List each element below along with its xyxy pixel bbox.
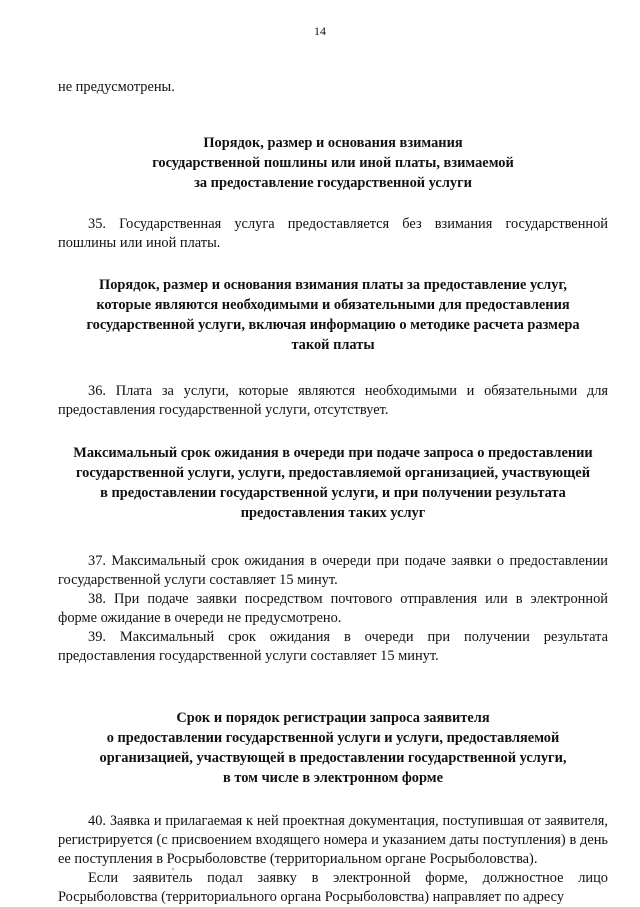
heading-line: Порядок, размер и основания взимания	[203, 135, 463, 151]
heading-line: государственной услуги, услуги, предоставляемой организацией, участвующей	[75, 465, 590, 481]
paragraph-36: 36. Плата за услуги, которые являются необходимыми и обязательными для предоставления государственной услуги, отсутствует.	[58, 383, 608, 418]
section-heading-registration	[58, 708, 608, 788]
paragraph-40-continued: Если заявитель подал заявку в электронной форме, должностное лицо Росрыболовства (территориального органа Росрыболовства) направляет по адресу	[58, 870, 608, 905]
page-number: 14	[314, 24, 326, 38]
section-heading-waiting-time	[58, 443, 608, 523]
scan-speck	[172, 868, 174, 870]
paragraph-38: 38. При подаче заявки посредством почтового отправления или в электронной форме ожидание в очереди не предусмотрено.	[58, 591, 608, 626]
heading-line: в том числе в электронном форме	[223, 770, 443, 786]
heading-line: государственной услуги, включая информацию о методике расчета размера	[86, 317, 580, 333]
paragraph-39: 39. Максимальный срок ожидания в очереди при получении результата предоставления государственной услуги составляет 15 минут.	[58, 629, 608, 664]
paragraph-35: 35. Государственная услуга предоставляется без взимания государственной пошлины или иной платы.	[58, 216, 608, 251]
heading-line: организацией, участвующей в предоставлении государственной услуги,	[99, 750, 567, 766]
heading-line: предоставления таких услуг	[240, 505, 426, 521]
heading-line: Максимальный срок ожидания в очереди при подаче запроса о предоставлении	[73, 445, 593, 461]
paragraph-40: 40. Заявка и прилагаемая к ней проектная документация, поступившая от заявителя, регистрируется (с присвоением входящего номера и указанием даты поступления) в день ее поступления в Росрыболовстве (территориальном органе Росрыболовства).	[58, 813, 608, 867]
heading-line: в предоставлении государственной услуги, и при получении результата	[100, 485, 566, 501]
heading-line: Порядок, размер и основания взимания платы за предоставление услуг,	[99, 277, 567, 293]
heading-line: такой платы	[291, 337, 375, 353]
heading-line: которые являются необходимыми и обязательными для предоставления	[96, 297, 570, 313]
section-heading-state-fee	[58, 133, 608, 193]
paragraph-37: 37. Максимальный срок ожидания в очереди при подаче заявки о предоставлении государственной услуги составляет 15 минут.	[58, 553, 608, 588]
intro-text: не предусмотрены.	[58, 79, 175, 95]
heading-line: Срок и порядок регистрации запроса заявителя	[176, 710, 490, 726]
document-body	[58, 78, 608, 907]
heading-line: о предоставлении государственной услуги и услуги, предоставляемой	[106, 730, 560, 746]
section-heading-service-fee	[58, 275, 608, 355]
heading-line: государственной пошлины или иной платы, взимаемой	[152, 155, 514, 171]
heading-line: за предоставление государственной услуги	[194, 175, 472, 191]
